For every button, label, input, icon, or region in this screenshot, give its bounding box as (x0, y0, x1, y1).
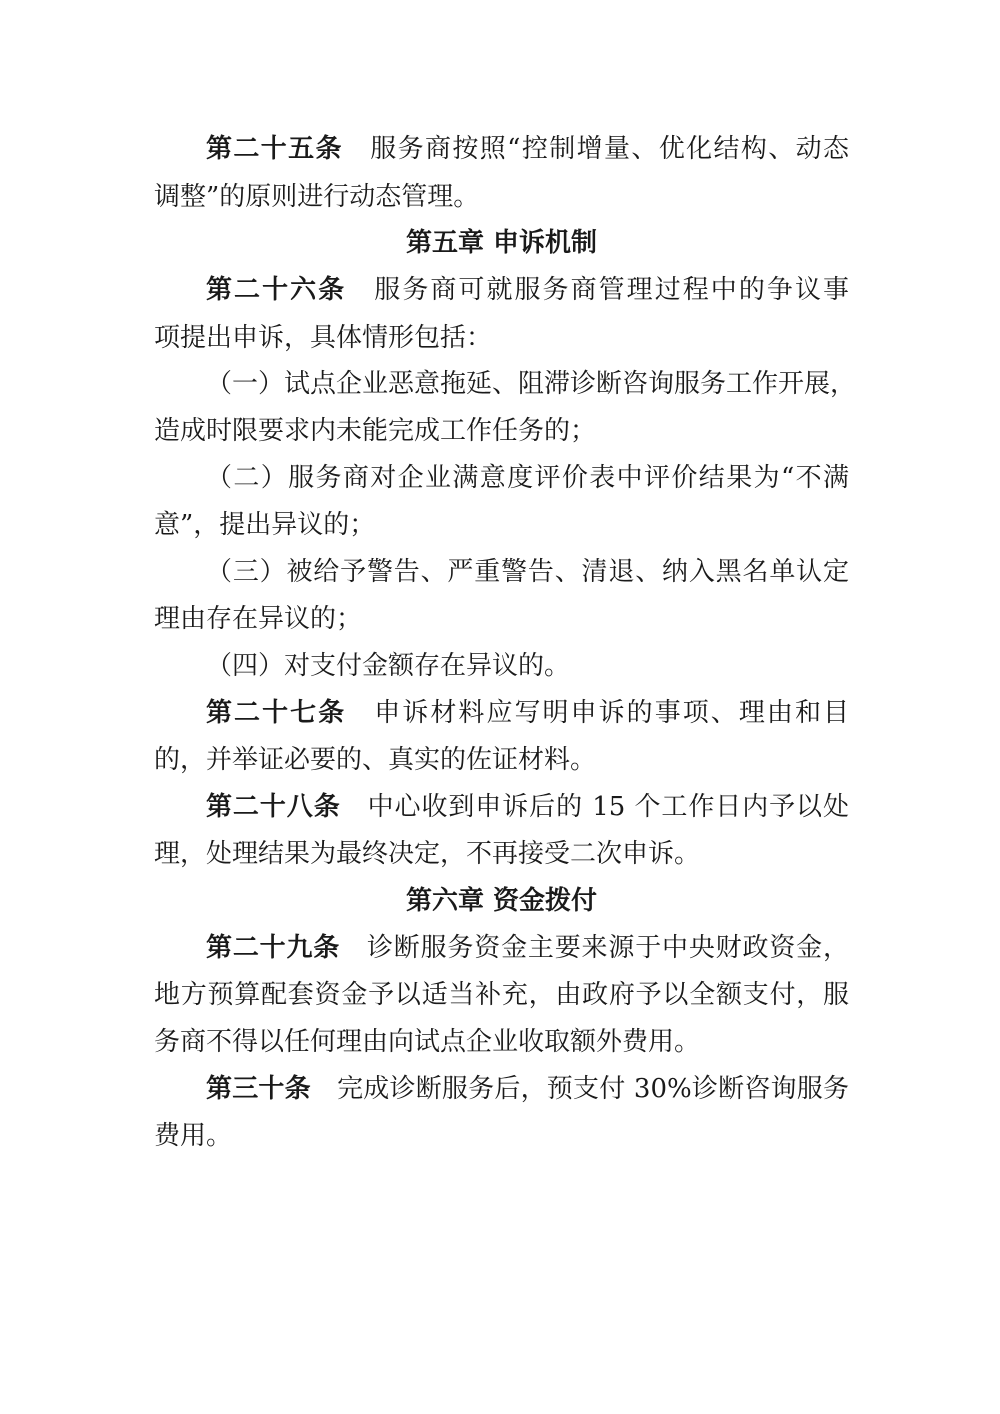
chapter-5-heading: 第五章 申诉机制 (405, 228, 598, 258)
item-2-line-1: （二）服务商对企业满意度评价表中评价结果为“不满 (206, 463, 849, 493)
item-2-line-2: 意”，提出异议的； (154, 510, 376, 540)
item-4-line-1: （四）对支付金额存在异议的。 (206, 651, 571, 681)
article-29-line-3: 务商不得以任何理由向试点企业收取额外费用。 (154, 1027, 701, 1057)
article-26-line-1 (154, 267, 849, 313)
item-3-line-1: （三）被给予警告、严重警告、清退、纳入黑名单认定 (206, 557, 849, 587)
article-28-line-1 (154, 784, 849, 830)
article-25-line-2: 调整”的原则进行动态管理。 (154, 182, 480, 212)
item-3-line-2: 理由存在异议的； (154, 604, 363, 634)
article-26-text-1: 服务商可就服务商管理过程中的争议事 (372, 275, 849, 305)
article-26-line-2: 项提出申诉，具体情形包括： (154, 323, 493, 353)
article-27-line-2: 的，并举证必要的、真实的佐证材料。 (154, 745, 597, 775)
article-30-line-1 (154, 1066, 849, 1112)
article-28-label: 第二十八条 (206, 792, 341, 822)
chapter-6-heading: 第六章 资金拨付 (405, 886, 598, 916)
article-27-line-1 (154, 690, 849, 736)
article-29-line-2: 地方预算配套资金予以适当补充，由政府予以全额支付，服 (154, 980, 849, 1010)
article-28-text-1: 中心收到申诉后的 15 个工作日内予以处 (366, 792, 849, 822)
item-1-line-1: （一）试点企业恶意拖延、阻滞诊断咨询服务工作开展， (206, 369, 857, 399)
article-29-label: 第二十九条 (206, 933, 341, 963)
article-30-text-1: 完成诊断服务后，预支付 30%诊断咨询服务 (336, 1074, 849, 1104)
article-29-text-1: 诊断服务资金主要来源于中央财政资金， (366, 933, 849, 963)
article-30-line-2: 费用。 (154, 1121, 233, 1151)
article-27-label: 第二十七条 (206, 698, 347, 728)
article-25-text-1: 服务商按照“控制增量、优化结构、动态 (368, 134, 849, 164)
item-1-line-2: 造成时限要求内未能完成工作任务的； (154, 416, 597, 446)
article-28-line-2: 理，处理结果为最终决定，不再接受二次申诉。 (154, 839, 701, 869)
article-26-label: 第二十六条 (206, 275, 347, 305)
article-29-line-1 (154, 925, 849, 971)
article-30-label: 第三十条 (206, 1074, 311, 1104)
article-25-label: 第二十五条 (206, 134, 343, 164)
article-27-text-1: 申诉材料应写明申诉的事项、理由和目 (372, 698, 849, 728)
article-25-line-1 (154, 126, 849, 172)
